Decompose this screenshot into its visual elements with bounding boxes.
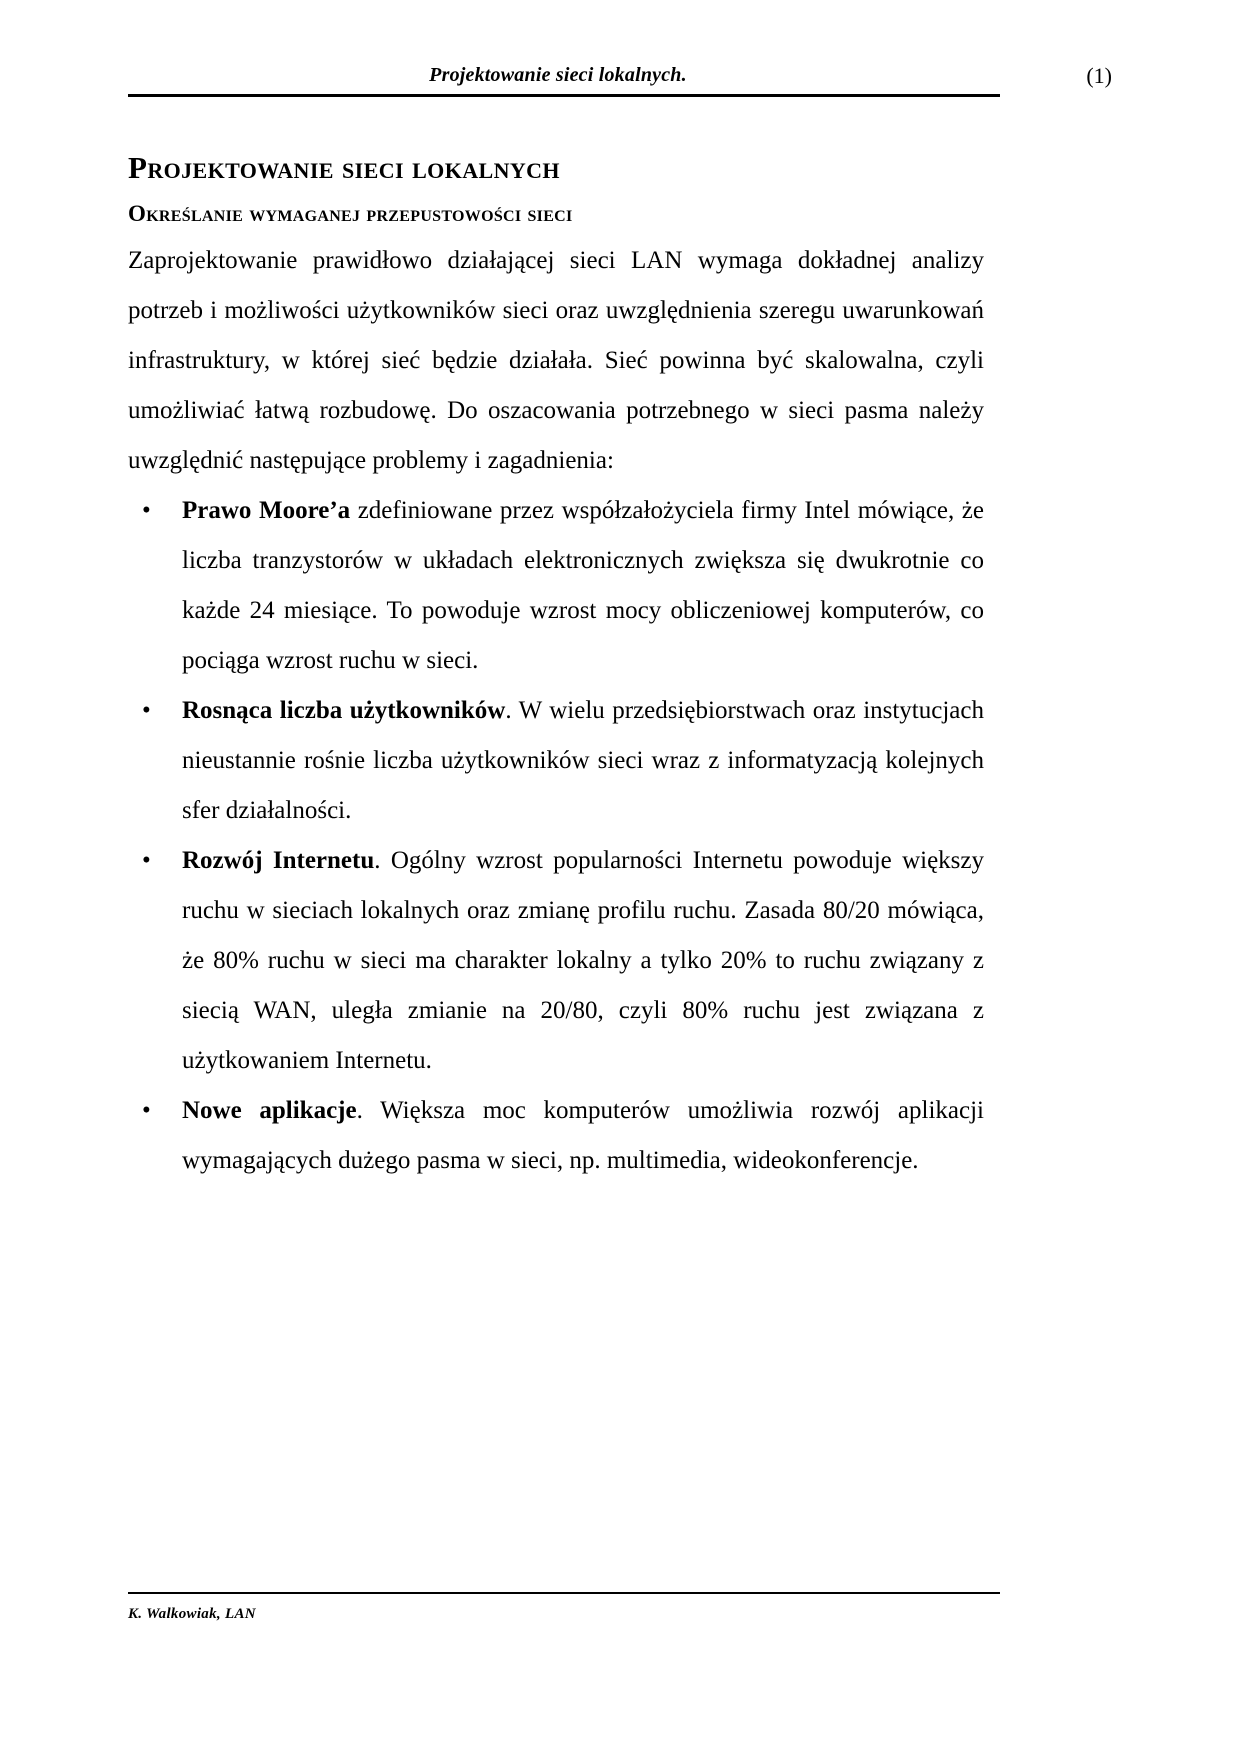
list-item	[128, 1086, 984, 1186]
bullet-icon: •	[142, 1097, 151, 1124]
document-body	[128, 148, 984, 1186]
bullet-icon: •	[142, 847, 151, 874]
list-item-lead: Nowe aplikacje	[182, 1097, 357, 1124]
page-header	[128, 62, 1112, 106]
bullet-icon: •	[142, 697, 151, 724]
list-item-lead: Rozwój Internetu	[182, 847, 375, 874]
list-item-text: . Ogólny wzrost popularności Internetu powoduje większy ruchu w sieciach lokalnych oraz zmianę profilu ruchu. Zasada 80/20 mówiąca, że 80% ruchu w sieci ma charakter lokalny a tylko 20% to ruchu związany z siecią WAN, uległa zmianie na 20/80, czyli 80% ruchu jest związana z użytkowaniem Internetu.	[182, 847, 984, 1074]
list-item-text: . Większa moc komputerów umożliwia rozwój aplikacji wymagających dużego pasma w sieci, np. multimedia, wideokonferencje.	[182, 1097, 984, 1174]
bullet-icon: •	[142, 497, 151, 524]
list-item	[128, 686, 984, 836]
page-footer	[128, 1592, 1112, 1623]
list-item-lead: Rosnąca liczba użytkowników	[182, 697, 506, 724]
footer-divider	[128, 1592, 1000, 1594]
footer-credit: K. Walkowiak, LAN	[128, 1606, 256, 1622]
page-number: (1)	[1086, 63, 1112, 88]
list-item-text: zdefiniowane przez współzałożyciela firmy Intel mówiące, że liczba tranzystorów w układach elektronicznych zwiększa się dwukrotnie co każde 24 miesiące. To powoduje wzrost mocy obliczeniowej komputerów, co pociąga wzrost ruchu w sieci.	[182, 497, 984, 674]
list-item	[128, 836, 984, 1086]
requirements-list	[128, 486, 984, 1186]
page-title: Projektowanie sieci lokalnych	[128, 150, 560, 185]
list-item	[128, 486, 984, 686]
header-divider	[128, 94, 1000, 97]
intro-paragraph: Zaprojektowanie prawidłowo działającej sieci LAN wymaga dokładnej analizy potrzeb i możliwości użytkowników sieci oraz uwzględnienia szeregu uwarunkowań infrastruktury, w której sieć będzie działała. Sieć powinna być skalowalna, czyli umożliwiać łatwą rozbudowę. Do oszacowania potrzebnego w sieci pasma należy uwzględnić następujące problemy i zagadnienia:	[128, 247, 984, 474]
section-heading: Określanie wymaganej przepustowości sieci	[128, 201, 573, 226]
list-item-text: . W wielu przedsiębiorstwach oraz instytucjach nieustannie rośnie liczba użytkowników sieci wraz z informatyzacją kolejnych sfer działalności.	[182, 697, 984, 824]
list-item-lead: Prawo Moore’a	[182, 497, 351, 524]
running-title: Projektowanie sieci lokalnych.	[429, 64, 687, 86]
